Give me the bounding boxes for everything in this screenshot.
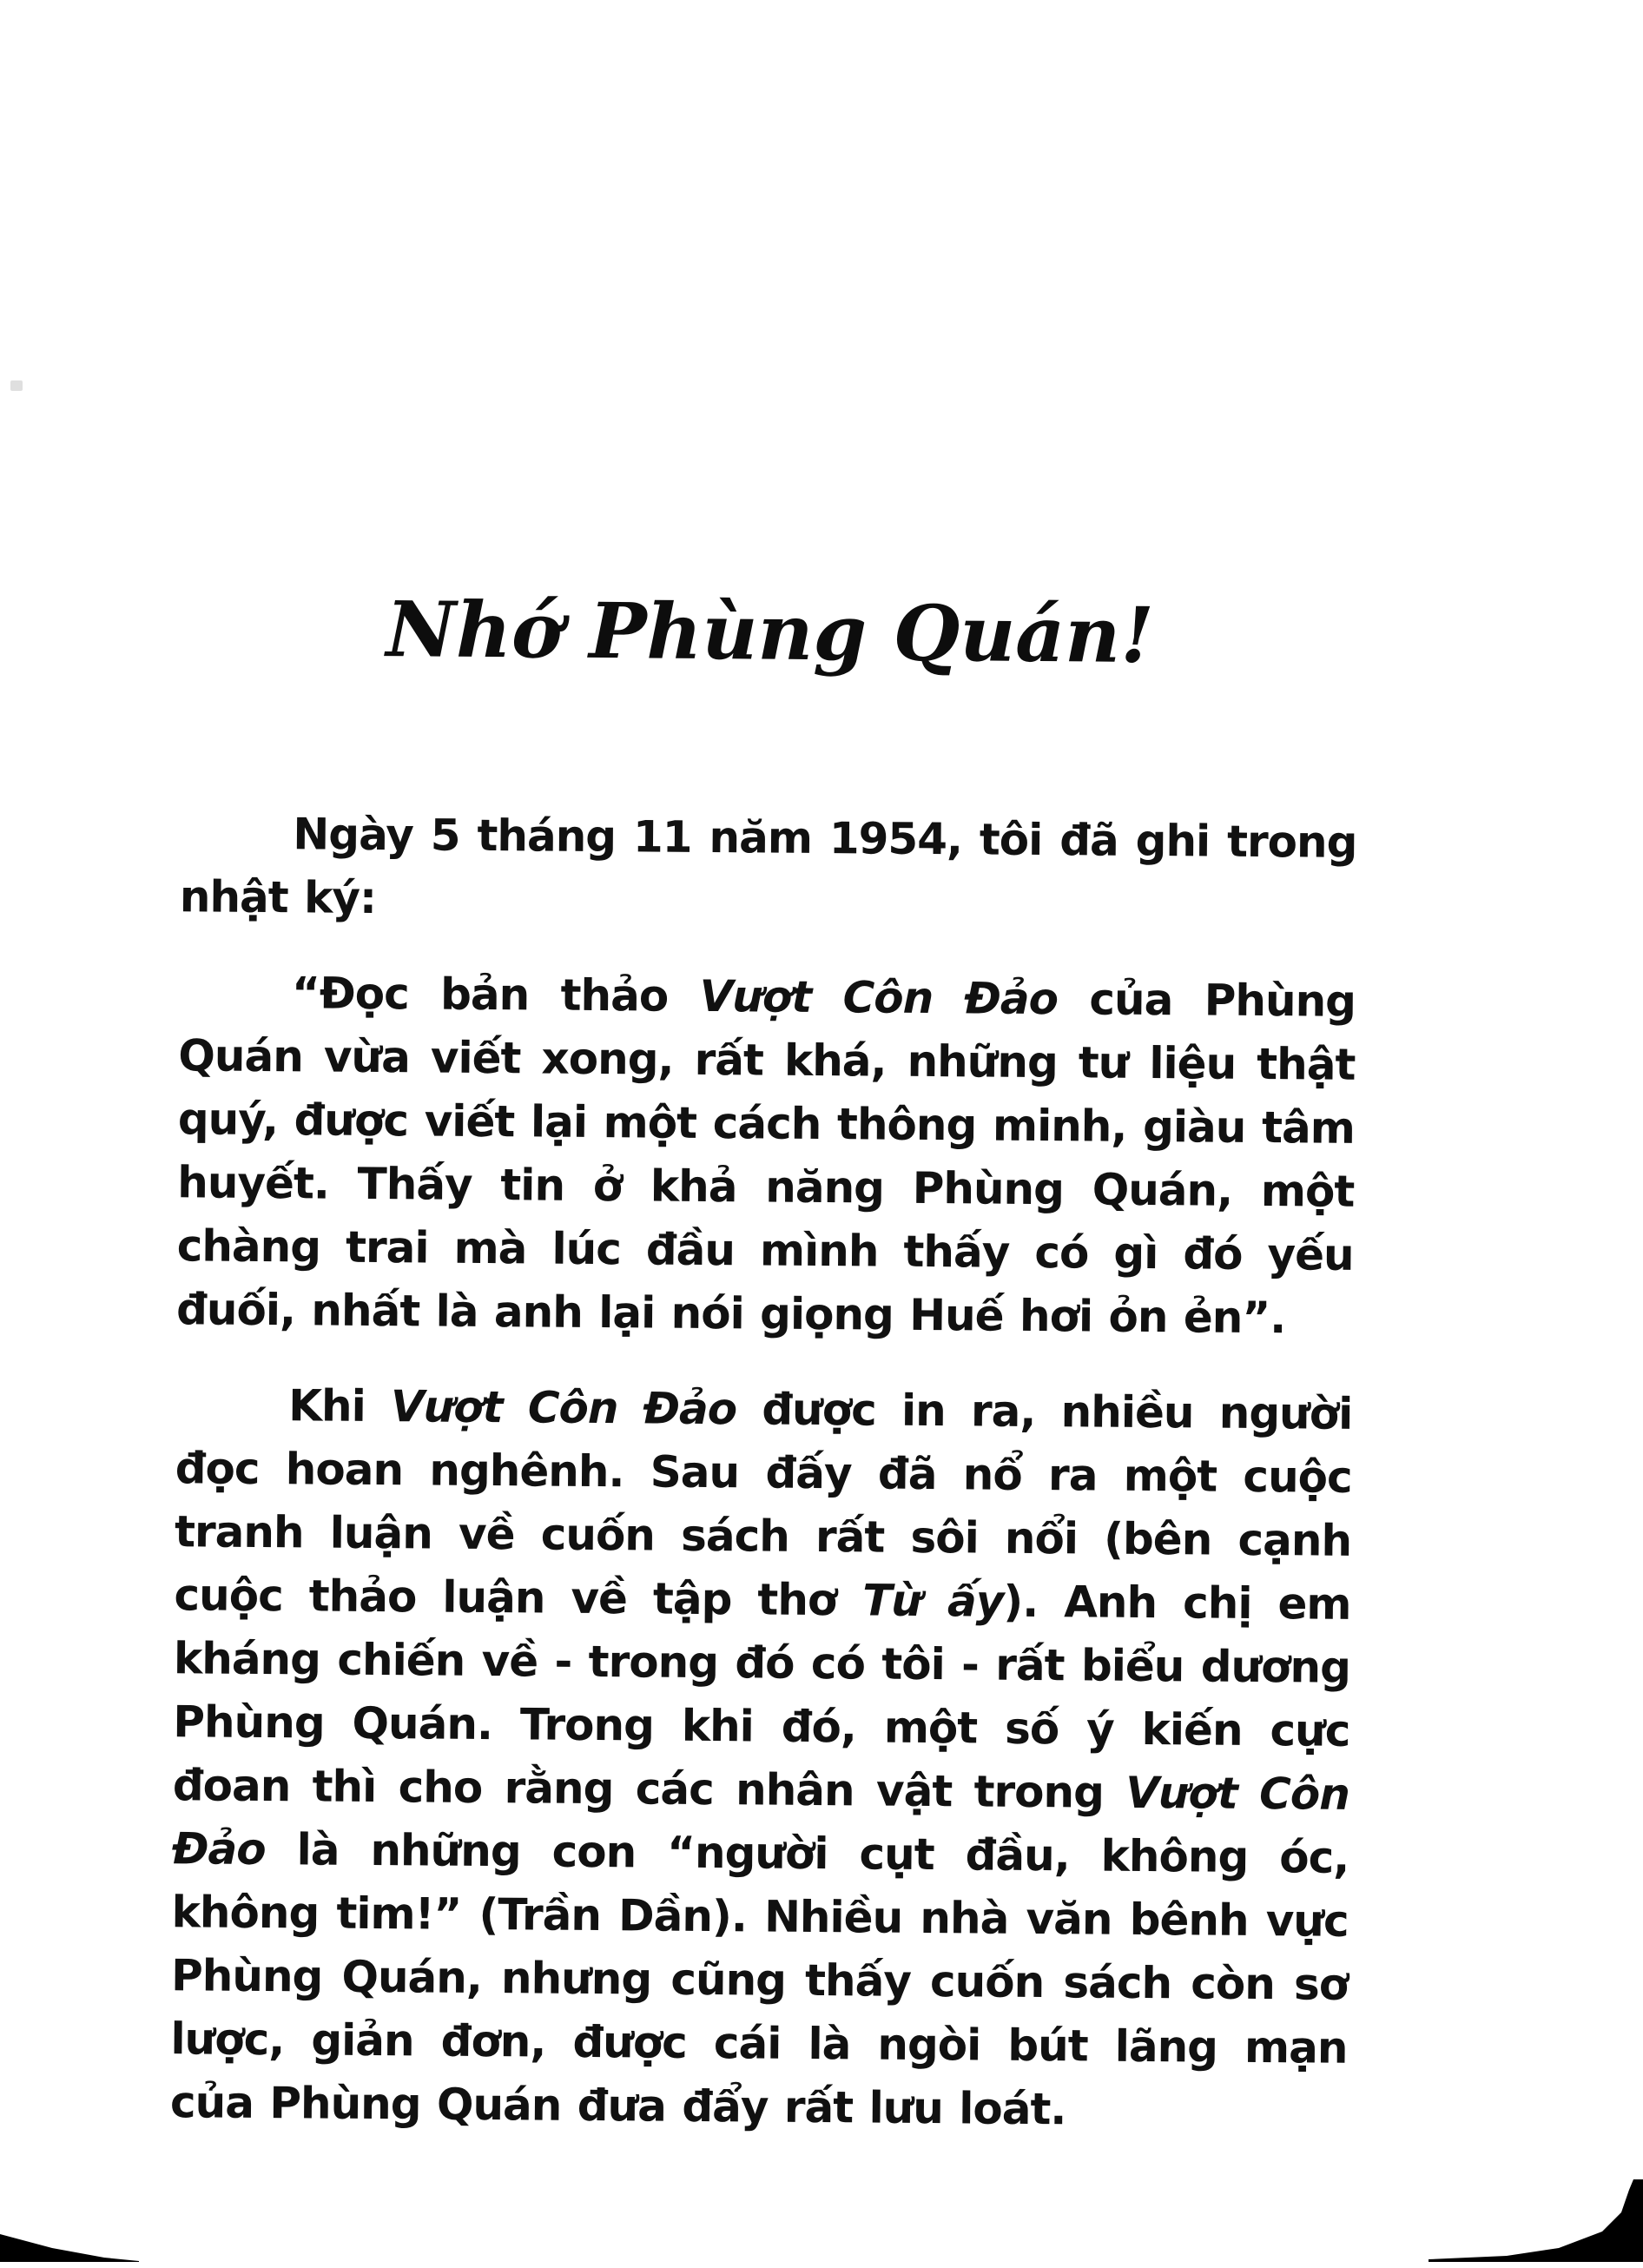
paragraph [180,802,1357,938]
page-title: Nhớ Phùng Quán! [386,584,1155,681]
text-segment: Khi [288,1380,392,1432]
text-segment: là những con “người cụt đầu, không óc, không tim!” (Trần Dần). Nhiều nhà văn bênh vực Phùng Quán, nhưng cũng thấy cuốn sách còn sơ lược, giản đơn, được cái là ngòi bút lãng mạn của Phùng Quán đưa đẩy rất lưu loát. [169,1824,1349,2135]
text-segment: “Đọc bản thảo [291,968,700,1022]
italic-text-segment: Vượt Côn Đảo [699,970,1059,1025]
paragraph [176,961,1356,1351]
text-segment: Ngày 5 tháng 11 năm 1954, tôi đã ghi trong nhật ký: [179,809,1357,924]
paragraph [170,1373,1353,2144]
italic-text-segment: Từ ấy [862,1575,1004,1627]
text-segment: của Phùng Quán vừa viết xong, rất khá, những tư liệu thật quý, được viết lại một cách thông minh, giàu tâm huyết. Thấy tin ở khả năng Phùng Quán, một chàng trai mà lúc đầu mình thấy có gì đó yếu đuối, nhất là anh lại nói giọng Huế hơi ỏn ẻn”. [175,974,1356,1344]
italic-text-segment: Vượt Côn Đảo [390,1381,737,1435]
body-text [170,802,1357,2144]
text-segment: ). Anh chị em kháng chiến về - trong đó có tôi - rất biểu dương Phùng Quán. Trong khi đó, một số ý kiến cực đoan thì cho rằng các nhân vật trong [172,1576,1351,1818]
text-segment: được in ra, nhiều người đọc hoan nghênh. Sau đấy đã nổ ra một cuộc tranh luận về cuốn sách rất sôi nổi (bên cạnh cuộc thảo luận về tập thơ [174,1384,1353,1626]
italic-text-segment: Vượt Côn Đảo [172,1767,1350,1875]
